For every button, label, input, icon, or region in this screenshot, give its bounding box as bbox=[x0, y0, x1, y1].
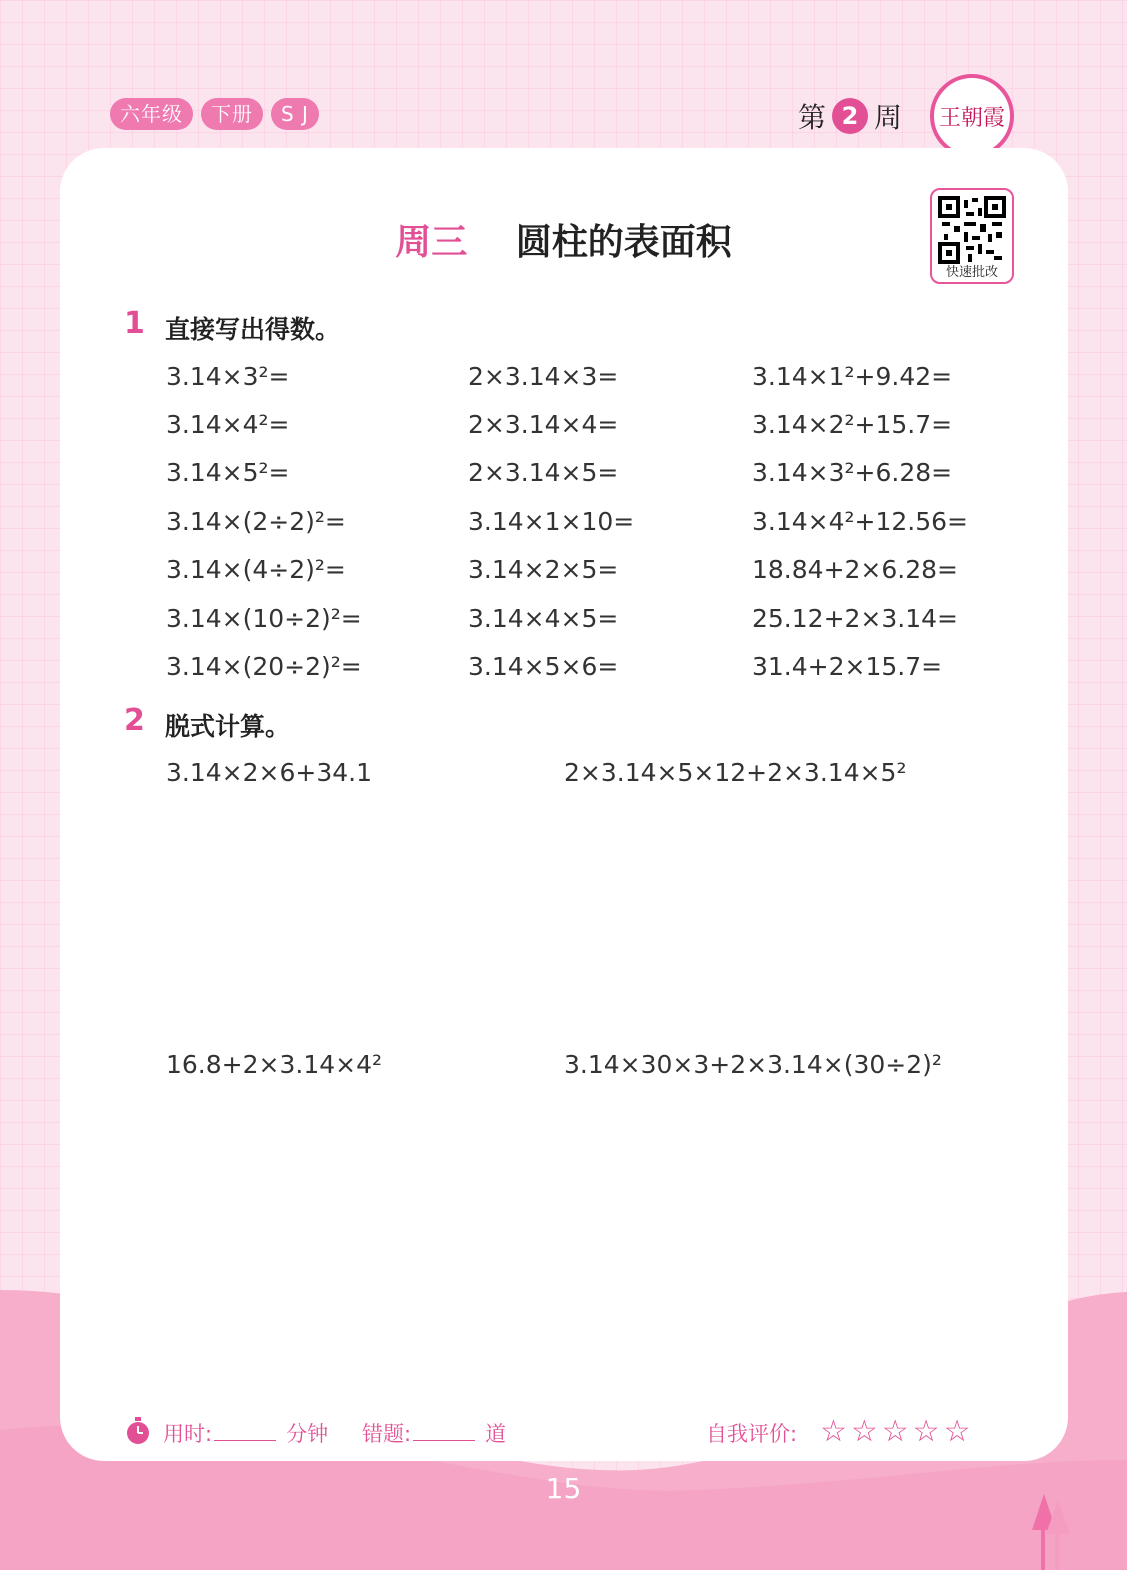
q1-expr: 31.4+2×15.7= bbox=[752, 652, 943, 681]
time-record bbox=[163, 1418, 328, 1448]
q2-expr: 3.14×30×3+2×3.14×(30÷2)² bbox=[564, 1050, 942, 1079]
q1-expr: 3.14×(20÷2)²= bbox=[166, 652, 362, 681]
question-2-number: 2 bbox=[124, 703, 145, 738]
q1-expr: 3.14×2²+15.7= bbox=[752, 410, 953, 439]
q1-expr: 3.14×4²= bbox=[166, 410, 290, 439]
q1-expr: 3.14×(2÷2)²= bbox=[166, 507, 346, 536]
q1-expr: 2×3.14×4= bbox=[468, 410, 619, 439]
wrong-unit: 道 bbox=[485, 1422, 507, 1446]
q1-expr: 3.14×(10÷2)²= bbox=[166, 604, 362, 633]
page-title bbox=[0, 214, 1127, 265]
q1-expr: 3.14×3²= bbox=[166, 362, 290, 391]
wrong-record bbox=[362, 1418, 506, 1448]
q1-expr: 3.14×1×10= bbox=[468, 507, 635, 536]
self-eval-label: 自我评价: bbox=[706, 1422, 798, 1446]
qr-caption: 快速批改 bbox=[945, 265, 998, 280]
edition-tag: S J bbox=[271, 98, 319, 130]
rating-stars[interactable]: ☆☆☆☆☆ bbox=[820, 1414, 975, 1449]
grade-tags bbox=[110, 98, 319, 130]
q1-expr: 3.14×4×5= bbox=[468, 604, 619, 633]
page-number: 15 bbox=[545, 1472, 582, 1505]
week-indicator bbox=[798, 96, 902, 136]
question-2-text: 脱式计算。 bbox=[165, 712, 291, 741]
q1-expr: 2×3.14×3= bbox=[468, 362, 619, 391]
q1-expr: 3.14×(4÷2)²= bbox=[166, 555, 346, 584]
q1-expr: 18.84+2×6.28= bbox=[752, 555, 958, 584]
q1-expr: 3.14×4²+12.56= bbox=[752, 507, 969, 536]
title-topic: 圆柱的表面积 bbox=[515, 222, 732, 263]
q1-expr: 3.14×2×5= bbox=[468, 555, 619, 584]
q1-expr: 25.12+2×3.14= bbox=[752, 604, 958, 633]
week-suffix: 周 bbox=[874, 101, 903, 134]
time-unit: 分钟 bbox=[286, 1422, 329, 1446]
week-prefix: 第 bbox=[798, 101, 827, 134]
grade-tag: 六年级 bbox=[110, 98, 193, 130]
stopwatch-icon bbox=[124, 1416, 152, 1446]
time-blank[interactable] bbox=[214, 1420, 276, 1441]
question-1-number: 1 bbox=[124, 306, 145, 341]
wrong-label: 错题: bbox=[362, 1422, 412, 1446]
brand-logo bbox=[930, 74, 1014, 158]
week-number: 2 bbox=[832, 98, 868, 134]
volume-tag: 下册 bbox=[201, 98, 263, 130]
q1-expr: 3.14×1²+9.42= bbox=[752, 362, 953, 391]
q2-expr: 3.14×2×6+34.1 bbox=[166, 758, 372, 787]
q1-expr: 3.14×3²+6.28= bbox=[752, 458, 953, 487]
q2-expr: 2×3.14×5×12+2×3.14×5² bbox=[564, 758, 907, 787]
wrong-blank[interactable] bbox=[413, 1420, 475, 1441]
title-day: 周三 bbox=[395, 222, 468, 263]
time-label: 用时: bbox=[163, 1422, 213, 1446]
q1-expr: 2×3.14×5= bbox=[468, 458, 619, 487]
q1-expr: 3.14×5×6= bbox=[468, 652, 619, 681]
q1-expr: 3.14×5²= bbox=[166, 458, 290, 487]
q2-expr: 16.8+2×3.14×4² bbox=[166, 1050, 383, 1079]
logo-text: 王朝霞 bbox=[938, 105, 1005, 131]
question-1-text: 直接写出得数。 bbox=[165, 315, 341, 344]
